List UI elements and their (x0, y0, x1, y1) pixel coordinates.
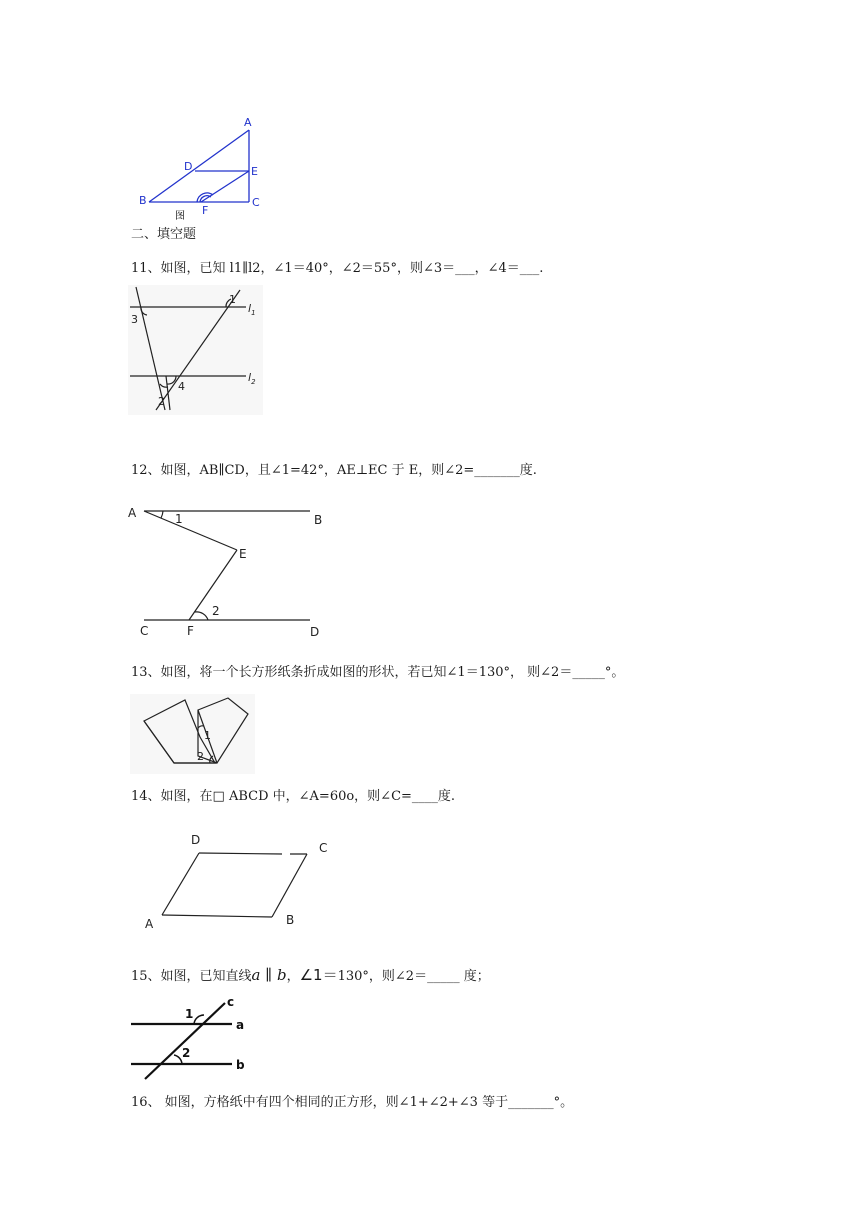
fig12-label-F: F (187, 624, 194, 638)
figure-12-zigzag (125, 500, 335, 645)
fig11-label-3: 3 (131, 313, 138, 326)
fig10-caption: 图 (175, 211, 185, 222)
q15-angle1: ∠1＝ (299, 966, 338, 984)
fig11-label-l1: $l_1$ (248, 302, 256, 317)
fig11-label-4: 4 (178, 380, 185, 393)
question-15 (131, 966, 490, 986)
fig14-label-C: C (319, 841, 328, 855)
figure-13-folded-strip (130, 694, 255, 774)
question-14: 14、如图，在□ ABCD 中，∠A=60o，则∠C=____度. (131, 789, 456, 804)
fig12-label-2: 2 (212, 604, 220, 618)
fig14-label-B: B (286, 913, 295, 927)
figure-15-transversal (128, 993, 268, 1083)
fig14-label-D: D (191, 833, 201, 847)
question-11: 11、如图，已知 l1∥l2，∠1＝40°，∠2＝55°，则∠3＝___，∠4＝___. (131, 261, 544, 276)
fig11-label-l2: $l_2$ (248, 371, 256, 386)
fig14-label-A: A (145, 917, 154, 931)
figure-10-triangle (135, 115, 275, 220)
fig10-label-B: B (139, 194, 147, 207)
fig12-label-1: 1 (175, 512, 183, 526)
q15-italic-ab: a ∥ b (251, 966, 287, 984)
fig12-label-A: A (128, 506, 137, 520)
fig12-label-D: D (310, 625, 320, 639)
fig10-label-F: F (202, 204, 209, 217)
fig13-label-2: 2 (197, 750, 204, 763)
fig10-label-D: D (184, 160, 193, 173)
q15-text-pre: 15、如图，已知直线 (131, 969, 252, 984)
fig12-label-C: C (140, 624, 149, 638)
fig10-label-C: C (252, 196, 260, 209)
fig15-label-b: b (236, 1058, 245, 1072)
section-title: 二、填空题 (131, 227, 197, 242)
fig10-label-E: E (251, 165, 258, 178)
question-12: 12、如图，AB∥CD，且∠1=42°，AE⊥EC 于 E，则∠2=_______度. (131, 463, 537, 478)
q15-value: 130° (337, 969, 369, 984)
fig12-label-E: E (239, 547, 247, 561)
figure-11-parallel-lines (128, 285, 263, 415)
fig15-label-a: a (236, 1018, 245, 1032)
fig13-label-1: 1 (204, 729, 211, 742)
q15-text-mid: ， (286, 969, 300, 984)
question-13: 13、如图，将一个长方形纸条折成如图的形状，若已知∠1＝130°， 则∠2＝_____°。 (131, 665, 625, 680)
q15-text-post: ，则∠2＝_____ 度； (368, 969, 490, 984)
figure-14-parallelogram (140, 828, 340, 938)
fig15-label-2: 2 (182, 1046, 191, 1060)
fig11-label-1: 1 (229, 293, 236, 306)
fig12-label-B: B (314, 513, 323, 527)
fig11-label-2: 2 (158, 395, 165, 408)
fig15-label-1: 1 (185, 1007, 194, 1021)
fig15-label-c: c (227, 995, 235, 1009)
fig10-label-A: A (244, 116, 252, 129)
question-16: 16、 如图，方格纸中有四个相同的正方形，则∠1+∠2+∠3 等于_______°。 (131, 1095, 574, 1110)
